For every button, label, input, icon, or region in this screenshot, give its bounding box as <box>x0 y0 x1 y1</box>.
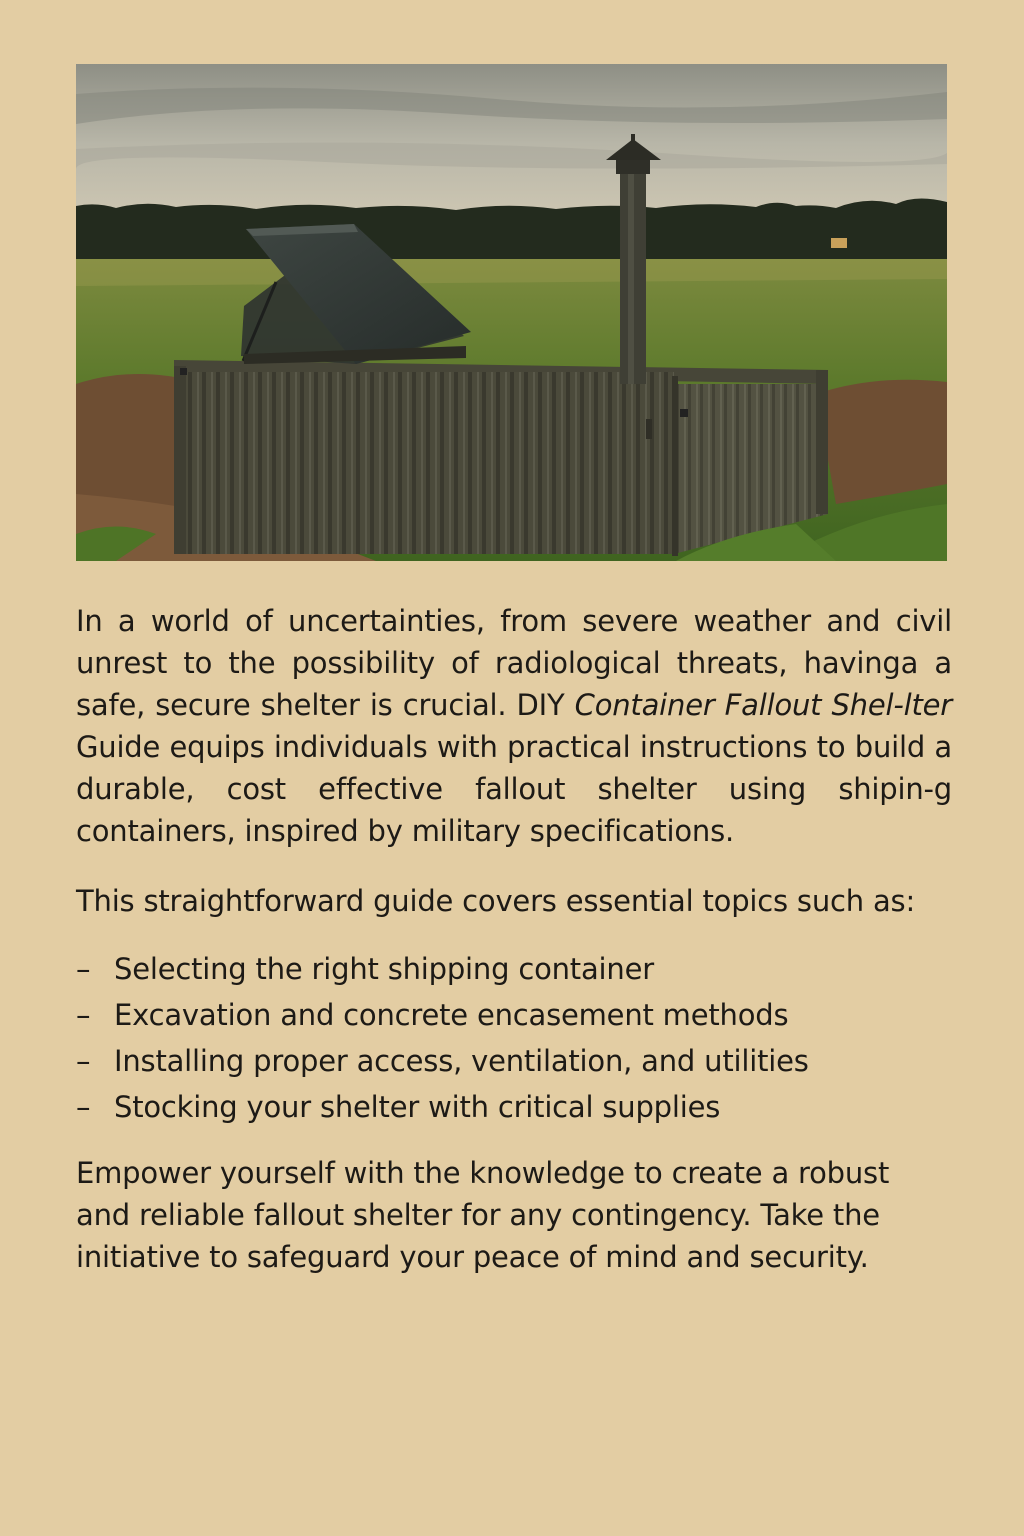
topics-intro: This straightforward guide covers essential topics such as: <box>76 884 916 918</box>
topic-label: Stocking your shelter with critical supplies <box>114 1090 721 1124</box>
paragraph-intro-part2: Guide equips individuals with practical instructions to build a durable, cost effective fallout shelter using shipin-g containers, inspired by military specifications. <box>76 730 952 848</box>
list-item <box>76 946 952 992</box>
list-dash: – <box>76 952 91 986</box>
description-text <box>76 600 952 1278</box>
topics-list <box>76 946 952 1130</box>
list-item <box>76 1084 952 1130</box>
topic-label: Installing proper access, ventilation, and utilities <box>114 1044 809 1078</box>
hero-image <box>76 64 947 561</box>
topic-label: Selecting the right shipping container <box>114 952 654 986</box>
list-item <box>76 1038 952 1084</box>
closing-paragraph: Empower yourself with the knowledge to create a robust and reliable fallout shelter for any contingency. Take the initiative to safeguard your peace of mind and security. <box>76 1156 890 1274</box>
list-dash: – <box>76 1044 91 1078</box>
topic-label: Excavation and concrete encasement methods <box>114 998 789 1032</box>
paragraph-intro <box>76 600 952 852</box>
list-dash: – <box>76 1090 91 1124</box>
list-item <box>76 992 952 1038</box>
list-dash: – <box>76 998 91 1032</box>
paragraph-intro-part1: In a world of uncertainties, from severe weather and civil unrest to the possibility of radiological threats, havinga a safe, secure shelter is crucial. DIY <box>76 604 952 722</box>
book-title-italic: Container Fallout Shel-lter <box>574 688 952 722</box>
